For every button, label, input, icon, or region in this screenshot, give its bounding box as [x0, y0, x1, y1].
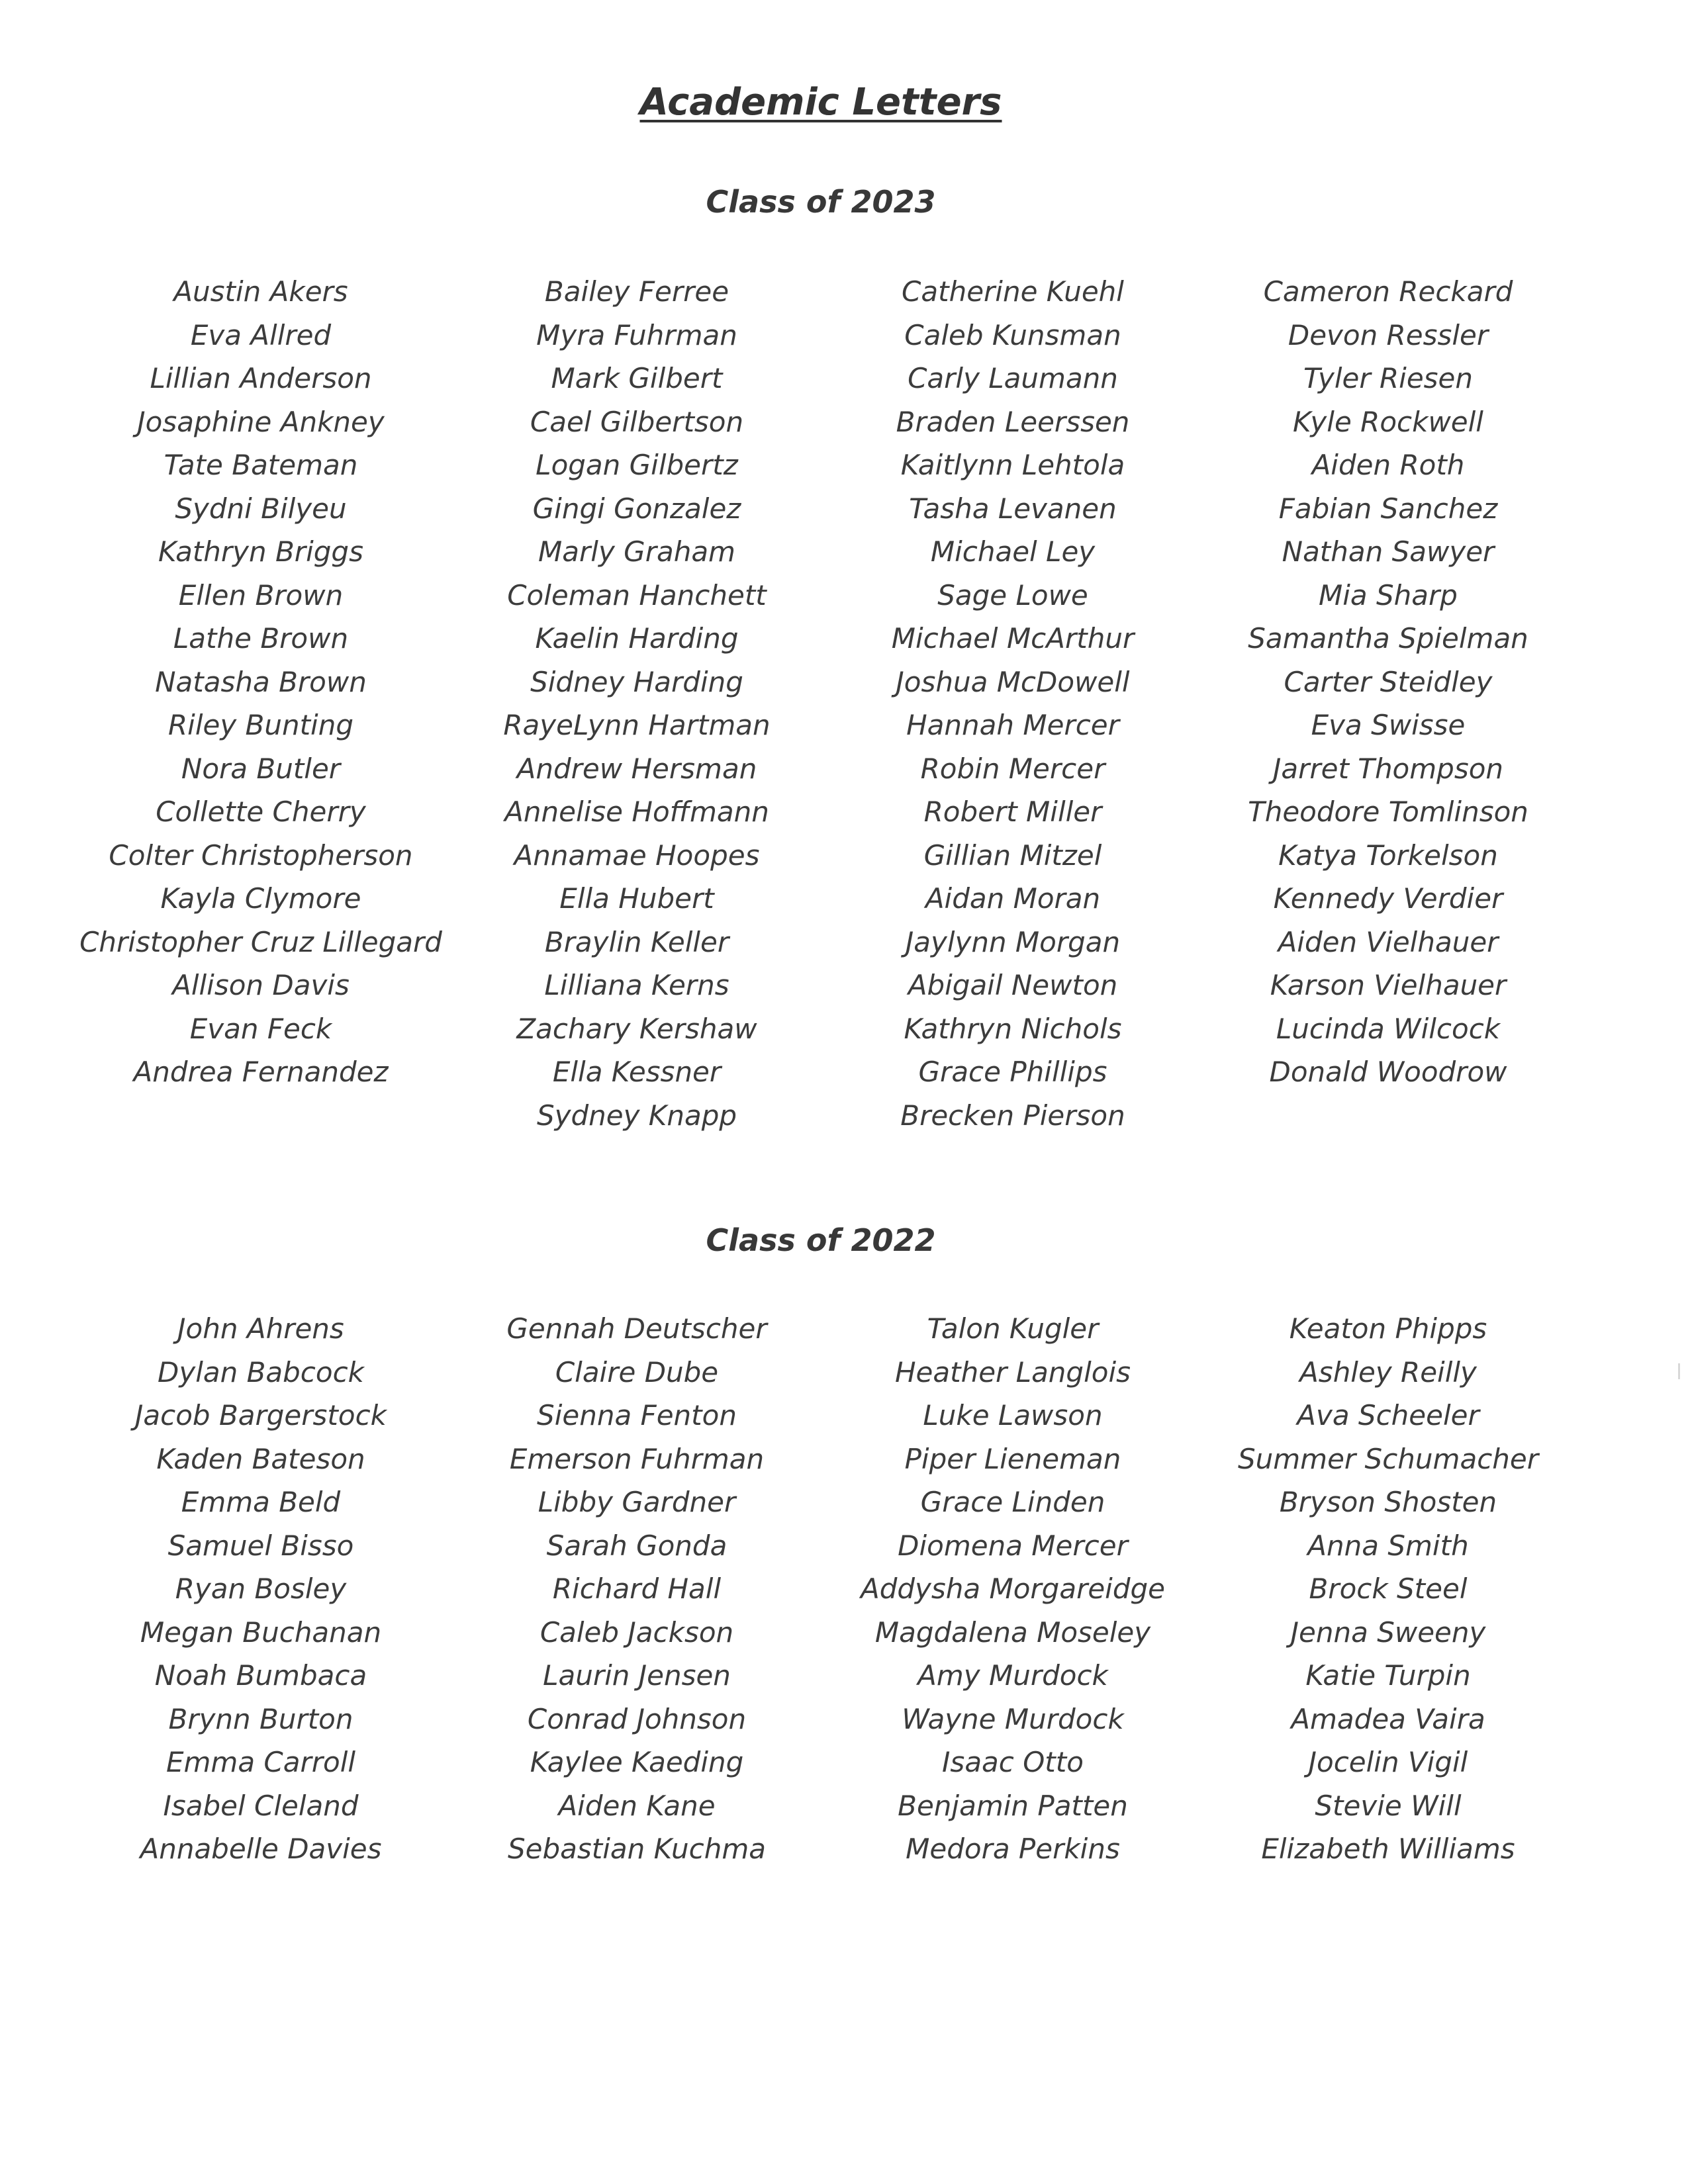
student-name: Brynn Burton: [168, 1702, 353, 1735]
student-name: Katya Torkelson: [1278, 839, 1498, 872]
student-name: Braden Leerssen: [896, 405, 1130, 438]
student-name: Cameron Reckard: [1263, 275, 1513, 308]
name-column: [1183, 1307, 1593, 1871]
student-name: Jacob Bargerstock: [135, 1399, 387, 1432]
student-name: Austin Akers: [173, 275, 348, 308]
student-name: Carly Laumann: [908, 362, 1118, 394]
student-name: Michael McArthur: [891, 622, 1135, 655]
student-name: Addysha Morgareidge: [860, 1572, 1166, 1605]
student-name: Sydney Knapp: [536, 1099, 737, 1132]
student-name: Abigail Newton: [908, 969, 1118, 1001]
student-name: Amy Murdock: [917, 1659, 1108, 1692]
student-name: Lathe Brown: [173, 622, 349, 655]
student-name: Keaton Phipps: [1289, 1312, 1487, 1345]
student-name: Aiden Vielhauer: [1278, 925, 1499, 958]
student-name: Brock Steel: [1309, 1572, 1468, 1605]
student-name: Ella Kessner: [552, 1056, 722, 1088]
student-name: Jaylynn Morgan: [905, 925, 1121, 958]
student-name: Laurin Jensen: [543, 1659, 731, 1692]
student-name: Talon Kugler: [927, 1312, 1099, 1345]
student-name: Grace Phillips: [918, 1056, 1107, 1088]
student-name: Brecken Pierson: [900, 1099, 1125, 1132]
page-title: Academic Letters: [639, 81, 1002, 124]
student-name: Ellen Brown: [178, 578, 344, 612]
student-name: Lucinda Wilcock: [1276, 1012, 1501, 1045]
student-name: Benjamin Patten: [898, 1789, 1128, 1822]
student-name: Carter Steidley: [1284, 665, 1493, 698]
student-name: Allison Davis: [172, 969, 350, 1001]
student-name: Libby Gardner: [538, 1486, 736, 1518]
name-column: [1183, 270, 1593, 1094]
student-name: Kathryn Nichols: [904, 1012, 1122, 1045]
name-column: [56, 270, 466, 1094]
student-name: Jenna Sweeny: [1290, 1615, 1486, 1649]
student-name: Joshua McDowell: [896, 665, 1130, 698]
student-name: RayeLynn Hartman: [503, 709, 771, 741]
section-heading-class-2023: Class of 2023: [706, 184, 936, 220]
student-name: Ella Hubert: [559, 882, 714, 915]
student-name: Piper Lieneman: [904, 1442, 1121, 1475]
scan-edge-mark: [1678, 1363, 1680, 1379]
student-name: Richard Hall: [552, 1572, 722, 1605]
student-name: Annelise Hoffmann: [504, 796, 769, 828]
student-name: Hannah Mercer: [906, 709, 1119, 741]
student-name: Evan Feck: [189, 1012, 332, 1045]
student-name: Kathryn Briggs: [158, 535, 363, 568]
student-name: Sienna Fenton: [537, 1399, 737, 1432]
student-name: Mia Sharp: [1319, 578, 1458, 612]
student-name: Zachary Kershaw: [516, 1012, 757, 1045]
student-name: Michael Ley: [930, 535, 1096, 568]
student-name: Isabel Cleland: [163, 1789, 359, 1822]
student-name: Tasha Levanen: [909, 492, 1117, 525]
student-name: Megan Buchanan: [140, 1615, 382, 1649]
student-name: Riley Bunting: [167, 709, 354, 741]
student-name: Claire Dube: [555, 1355, 719, 1388]
student-name: Donald Woodrow: [1269, 1056, 1507, 1088]
student-name: Stevie Will: [1315, 1789, 1462, 1822]
student-name: Gingi Gonzalez: [532, 492, 741, 525]
student-name: Tyler Riesen: [1303, 362, 1474, 394]
section-heading-class-2022: Class of 2022: [706, 1222, 936, 1258]
student-name: Andrea Fernandez: [133, 1056, 389, 1088]
student-name: Nora Butler: [181, 752, 341, 785]
student-name: Catherine Kuehl: [902, 275, 1124, 308]
student-name: Conrad Johnson: [527, 1702, 747, 1735]
student-name: Aiden Roth: [1311, 449, 1465, 481]
student-name: Diomena Mercer: [898, 1529, 1128, 1562]
student-name: Annamae Hoopes: [514, 839, 760, 872]
student-name: Eva Swisse: [1311, 709, 1466, 741]
student-name: Emerson Fuhrman: [509, 1442, 765, 1475]
student-name: Kaitlynn Lehtola: [900, 449, 1125, 481]
student-name: Aiden Kane: [558, 1789, 716, 1822]
student-name: Coleman Hanchett: [507, 578, 767, 612]
name-column: [432, 1307, 842, 1871]
name-column: [56, 1307, 466, 1871]
student-name: Bryson Shosten: [1279, 1486, 1497, 1518]
student-name: Theodore Tomlinson: [1248, 796, 1528, 828]
student-name: Ashley Reilly: [1299, 1355, 1477, 1388]
student-name: Kaelin Harding: [535, 622, 739, 655]
student-name: Sebastian Kuchma: [507, 1833, 767, 1865]
student-name: Devon Ressler: [1288, 318, 1489, 351]
student-name: Gennah Deutscher: [506, 1312, 767, 1345]
student-name: Cael Gilbertson: [530, 405, 744, 438]
student-name: Collette Cherry: [156, 796, 366, 828]
student-name: Colter Christopherson: [109, 839, 413, 872]
student-name: Christopher Cruz Lillegard: [79, 925, 442, 958]
student-name: Natasha Brown: [155, 665, 367, 698]
student-name: Fabian Sanchez: [1278, 492, 1498, 525]
student-name: Myra Fuhrman: [536, 318, 737, 351]
student-name: Nathan Sawyer: [1282, 535, 1495, 568]
student-name: Caleb Kunsman: [904, 318, 1121, 351]
student-name: Robin Mercer: [920, 752, 1105, 785]
student-name: Lillian Anderson: [150, 362, 372, 394]
student-name: Annabelle Davies: [140, 1833, 382, 1865]
student-name: Sydni Bilyeu: [175, 492, 347, 525]
student-name: Jocelin Vigil: [1308, 1746, 1468, 1778]
student-name: Kaden Bateson: [156, 1442, 365, 1475]
student-name: Kennedy Verdier: [1273, 882, 1503, 915]
student-name: Eva Allred: [190, 318, 332, 351]
student-name: Summer Schumacher: [1237, 1442, 1539, 1475]
student-name: Bailey Ferree: [544, 275, 729, 308]
student-name: Magdalena Moseley: [874, 1615, 1151, 1649]
student-name: Samuel Bisso: [167, 1529, 354, 1562]
name-column: [808, 1307, 1218, 1871]
name-column: [808, 270, 1218, 1137]
student-name: Anna Smith: [1307, 1529, 1469, 1562]
student-name: Isaac Otto: [942, 1746, 1084, 1778]
student-name: Aidan Moran: [925, 882, 1101, 915]
student-name: Josaphine Ankney: [137, 405, 385, 438]
student-name: Sidney Harding: [530, 665, 743, 698]
student-name: Heather Langlois: [894, 1355, 1131, 1388]
student-name: Logan Gilbertz: [536, 449, 738, 481]
student-name: Emma Beld: [181, 1486, 341, 1518]
student-name: Braylin Keller: [544, 925, 729, 958]
student-name: Jarret Thompson: [1272, 752, 1504, 785]
student-name: Luke Lawson: [923, 1399, 1103, 1432]
student-name: Katie Turpin: [1305, 1659, 1471, 1692]
student-name: Ava Scheeler: [1297, 1399, 1479, 1432]
student-name: Elizabeth Williams: [1261, 1833, 1515, 1865]
student-name: Emma Carroll: [165, 1746, 356, 1778]
student-name: Ryan Bosley: [175, 1572, 347, 1605]
student-name: John Ahrens: [177, 1312, 344, 1345]
student-name: Noah Bumbaca: [154, 1659, 367, 1692]
student-name: Kaylee Kaeding: [530, 1746, 744, 1778]
student-name: Medora Perkins: [906, 1833, 1120, 1865]
student-name: Lilliana Kerns: [544, 969, 729, 1001]
student-name: Caleb Jackson: [539, 1615, 734, 1649]
student-name: Kayla Clymore: [160, 882, 361, 915]
student-name: Tate Bateman: [164, 449, 358, 481]
student-name: Mark Gilbert: [551, 362, 723, 394]
student-name: Karson Vielhauer: [1270, 969, 1507, 1001]
student-name: Grace Linden: [920, 1486, 1105, 1518]
student-name: Marly Graham: [538, 535, 735, 568]
name-column: [432, 270, 842, 1137]
student-name: Amadea Vaira: [1291, 1702, 1485, 1735]
student-name: Robert Miller: [923, 796, 1102, 828]
student-name: Sage Lowe: [937, 578, 1088, 612]
student-name: Dylan Babcock: [158, 1355, 364, 1388]
student-name: Wayne Murdock: [902, 1702, 1124, 1735]
student-name: Sarah Gonda: [546, 1529, 727, 1562]
student-name: Andrew Hersman: [516, 752, 757, 785]
student-name: Samantha Spielman: [1248, 622, 1528, 655]
student-name: Kyle Rockwell: [1293, 405, 1483, 438]
student-name: Gillian Mitzel: [923, 839, 1102, 872]
